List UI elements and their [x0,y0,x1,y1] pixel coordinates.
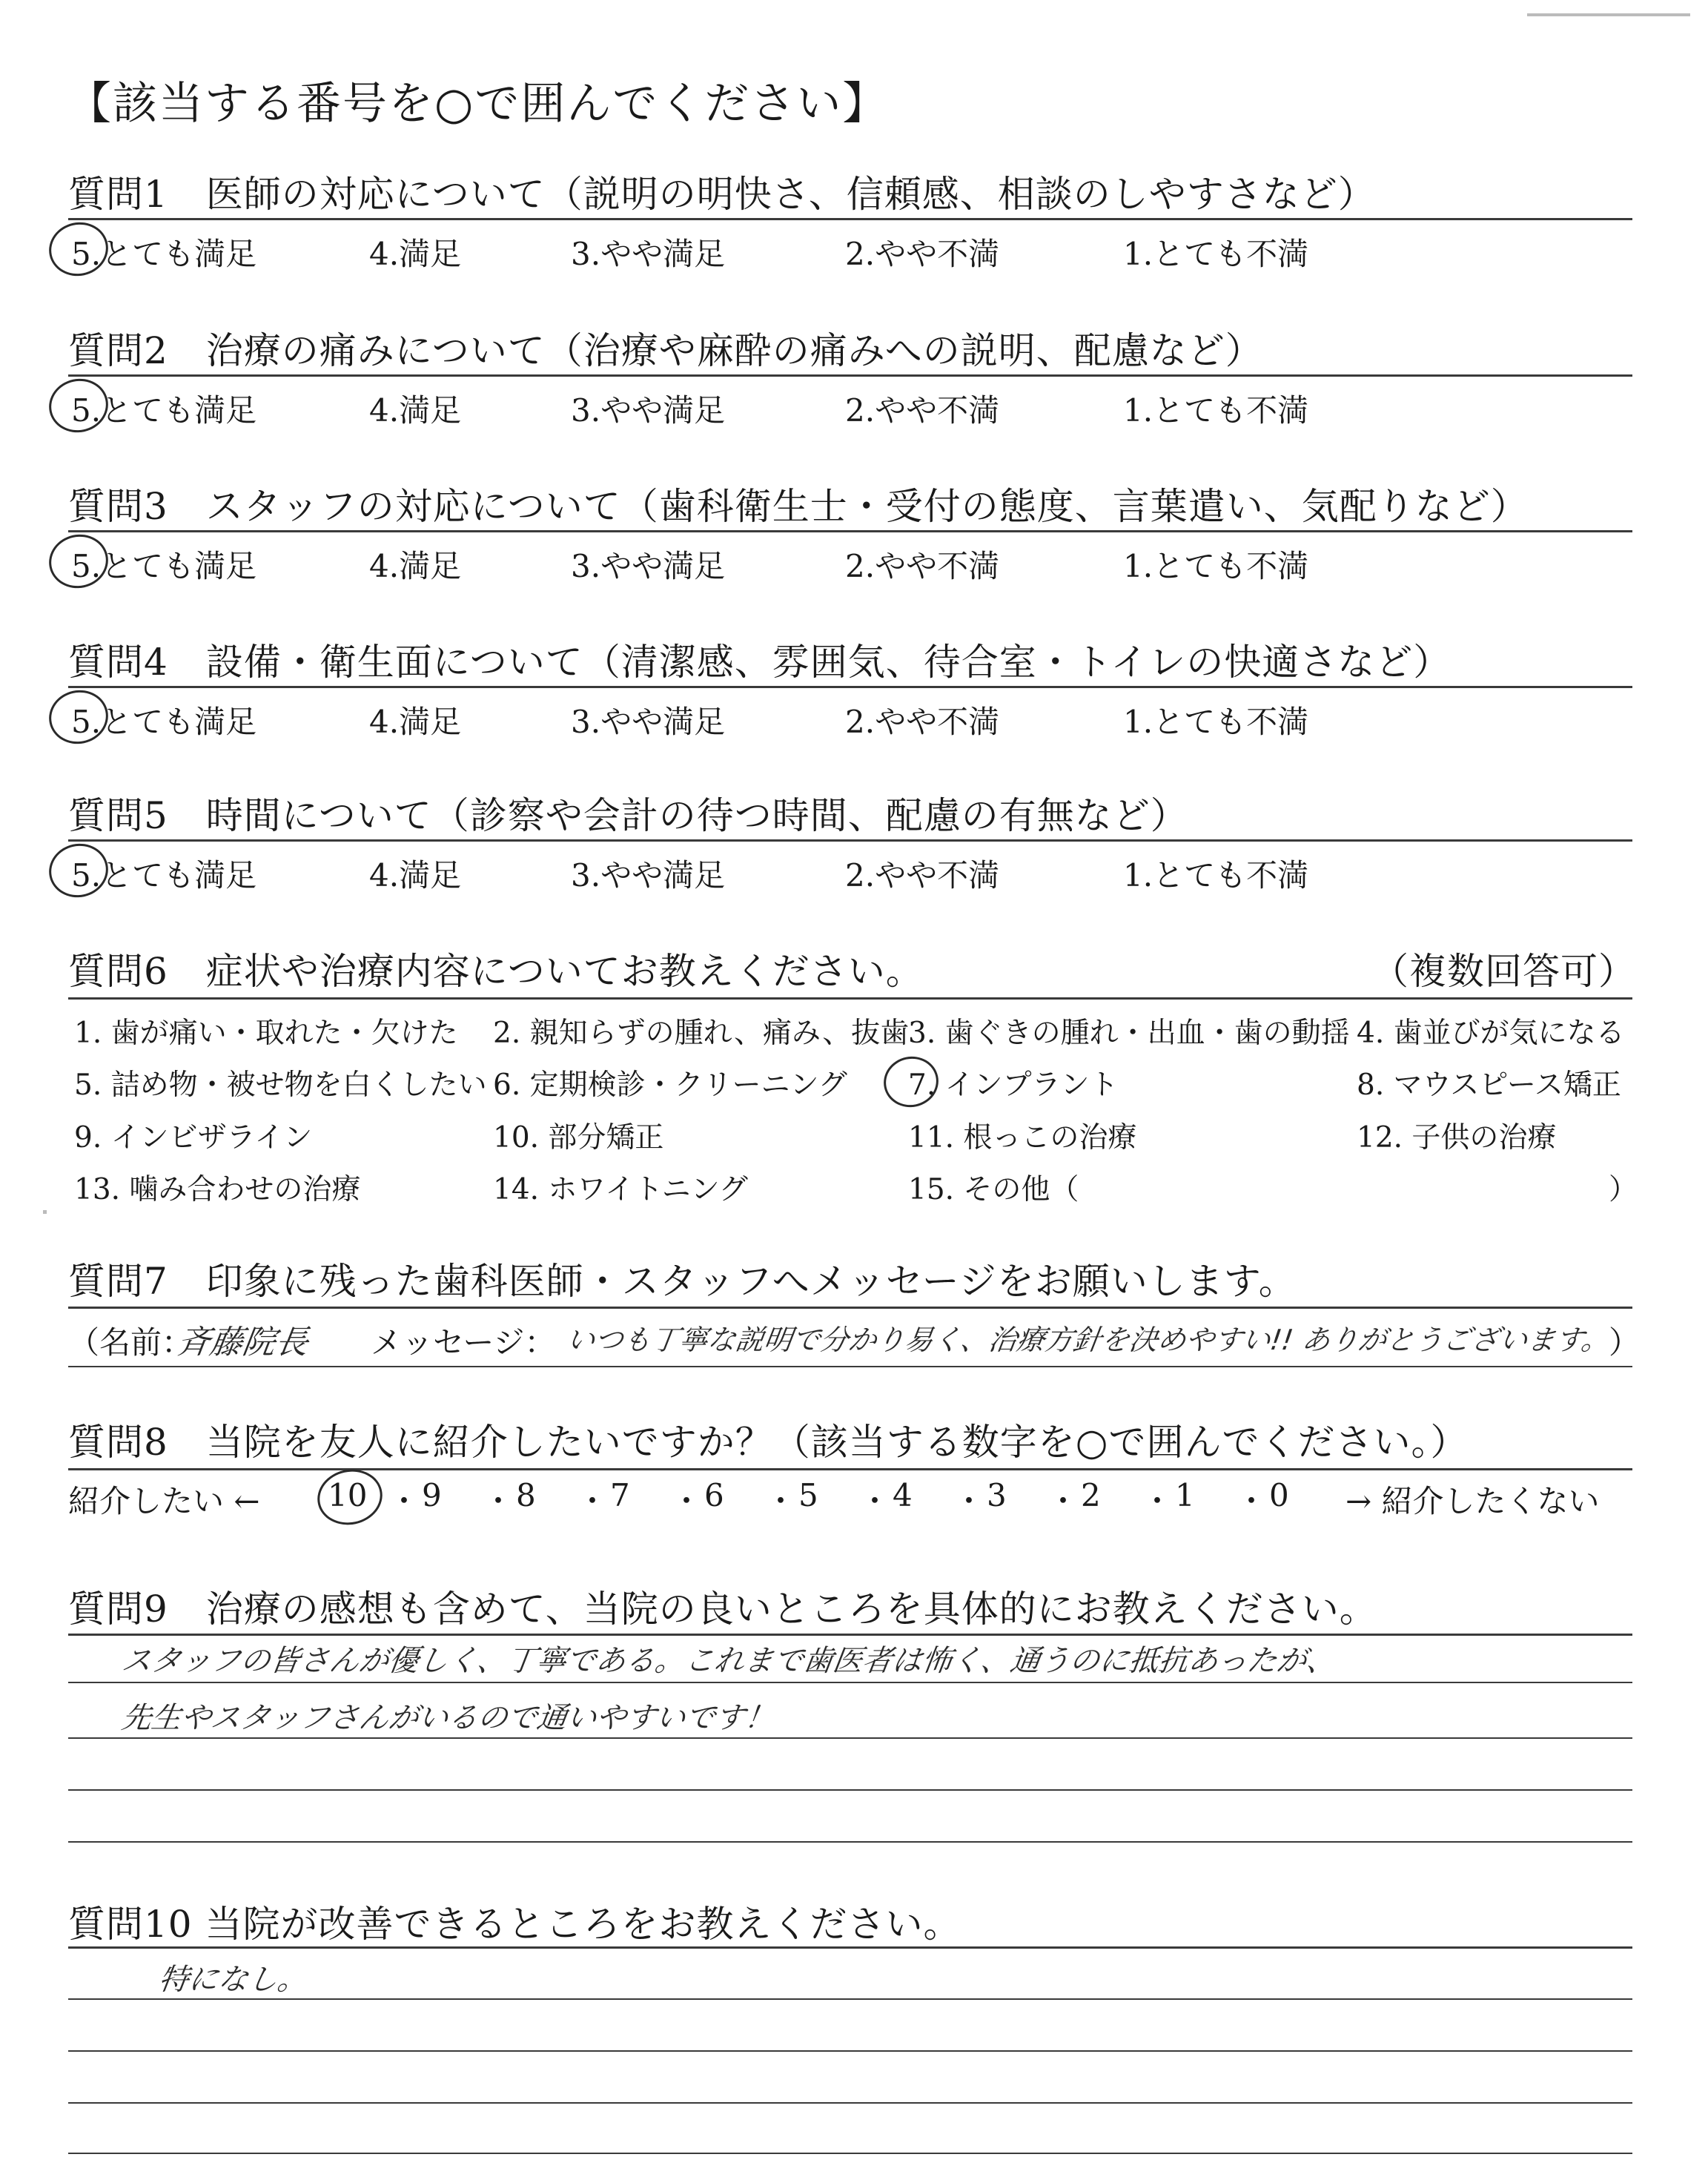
q3-option[interactable]: 2.やや不満 [845,548,1000,584]
q8-scale-value[interactable]: 2 [1081,1477,1101,1513]
q10-title: 質問10 当院が改善できるところをお教えください。 [68,1903,961,1946]
q6-rule [68,997,1632,1000]
q8-scale-value[interactable]: 8 [516,1477,536,1513]
q2-option[interactable]: 4.満足 [369,392,462,429]
scan-mark [1527,13,1690,16]
q3-option[interactable]: 3.やや満足 [571,548,726,584]
q3-option[interactable]: 5.とても満足 [71,548,257,584]
q6-option[interactable]: 9. インビザライン [74,1121,313,1155]
q8-selection-circle [312,1464,387,1531]
q8-scale-separator: ・ [765,1483,797,1519]
q7-message-label: メッセージ： [371,1324,556,1361]
q8-scale-separator: ・ [671,1483,703,1519]
q9-line [68,1737,1632,1739]
q9-line [68,1789,1632,1791]
q8-scale-separator: ・ [1047,1483,1079,1519]
q6-other-close: ） [1609,1173,1638,1206]
q9-title: 質問9 治療の感想も含めて、当院の良いところを具体的にお教えください。 [68,1588,1377,1631]
q2-rule [68,374,1632,377]
q6-option[interactable]: 8. マウスピース矯正 [1357,1069,1621,1102]
q8-scale-separator: ・ [1236,1483,1268,1519]
q4-option[interactable]: 4.満足 [369,704,462,740]
q6-option[interactable]: 10. 部分矯正 [493,1121,664,1155]
q10-line [68,2153,1632,2154]
q9-line [68,1682,1632,1683]
q8-scale-value[interactable]: 6 [704,1477,724,1513]
q1-rule [68,218,1632,220]
q7-name-label: （名前： [68,1324,193,1361]
q2-option[interactable]: 5.とても満足 [71,392,257,429]
q2-option[interactable]: 3.やや満足 [571,392,726,429]
q6-option[interactable]: 12. 子供の治療 [1357,1121,1557,1155]
q5-title: 質問5 時間について（診察や会計の待つ時間、配慮の有無など） [68,794,1188,837]
q8-title: 質問8 当院を友人に紹介したいですか？（該当する数字を○で囲んでください。） [68,1421,1469,1464]
q6-option[interactable]: 2. 親知らずの腫れ、痛み、抜歯 [493,1017,910,1050]
q8-scale-separator: ・ [483,1483,514,1519]
q5-option[interactable]: 2.やや不満 [845,857,1000,894]
q5-option[interactable]: 5.とても満足 [71,857,257,894]
q8-scale-separator: ・ [953,1483,985,1519]
q9-answer-line-2[interactable]: 先生やスタッフさんがいるので通いやすいです！ [119,1701,777,1735]
q10-line [68,1998,1632,2000]
q3-option[interactable]: 4.満足 [369,548,462,584]
q4-option[interactable]: 1.とても不満 [1123,704,1309,740]
q8-scale-separator: ・ [577,1483,609,1519]
q5-option[interactable]: 1.とても不満 [1123,857,1309,894]
q1-option[interactable]: 5.とても満足 [71,236,257,272]
q9-line [68,1841,1632,1843]
q10-line [68,2102,1632,2104]
q8-left-label: 紹介したい ← [68,1483,260,1519]
q7-message-value[interactable]: いつも丁寧な説明で分かり易く、治療方針を決めやすい!! ありがとうございます。 [564,1324,1612,1356]
q8-scale-value[interactable]: 9 [422,1477,442,1513]
q8-scale-value[interactable]: 5 [798,1477,818,1513]
q6-option[interactable]: 3. 歯ぐきの腫れ・出血・歯の動揺 [908,1017,1350,1050]
q1-option[interactable]: 4.満足 [369,236,462,272]
q7-answer-line [68,1366,1632,1367]
q5-option[interactable]: 3.やや満足 [571,857,726,894]
q6-option[interactable]: 5. 詰め物・被せ物を白くしたい [74,1069,487,1102]
q2-title: 質問2 治療の痛みについて（治療や麻酔の痛みへの説明、配慮など） [68,329,1263,372]
q3-option[interactable]: 1.とても不満 [1123,548,1309,584]
q10-line [68,2050,1632,2052]
q4-option[interactable]: 5.とても満足 [71,704,257,740]
q8-scale-value[interactable]: 0 [1269,1477,1289,1513]
q9-answer-line-1[interactable]: スタッフの皆さんが優しく、丁寧である。これまで歯医者は怖く、通うのに抵抗あったが、 [119,1644,1339,1678]
q8-scale-separator: ・ [859,1483,891,1519]
q7-rule [68,1307,1632,1309]
q1-option[interactable]: 3.やや満足 [571,236,726,272]
q4-option[interactable]: 2.やや不満 [845,704,1000,740]
q6-option[interactable]: 15. その他（ [908,1173,1079,1206]
q3-rule [68,530,1632,532]
q5-rule [68,839,1632,842]
q8-scale-value[interactable]: 4 [893,1477,913,1513]
q1-title: 質問1 医師の対応について（説明の明快さ、信頼感、相談のしやすさなど） [68,173,1376,216]
q6-title: 質問6 症状や治療内容についてお教えください。 [68,950,924,993]
q6-option[interactable]: 13. 噛み合わせの治療 [74,1173,361,1206]
q8-right-label: → 紹介したくない [1345,1483,1600,1519]
q7-name-value[interactable]: 斉藤院長 [174,1324,311,1361]
q10-rule [68,1946,1632,1949]
q6-option[interactable]: 7. インプラント [908,1069,1119,1102]
q6-option[interactable]: 1. 歯が痛い・取れた・欠けた [74,1017,458,1050]
q4-rule [68,686,1632,688]
q8-scale-value[interactable]: 3 [987,1477,1007,1513]
q6-option[interactable]: 4. 歯並びが気になる [1357,1017,1625,1050]
q4-title: 質問4 設備・衛生面について（清潔感、雰囲気、待合室・トイレの快適さなど） [68,641,1452,684]
q10-answer[interactable]: 特になし。 [156,1963,310,1997]
q8-scale-separator: ・ [388,1483,420,1519]
q7-title: 質問7 印象に残った歯科医師・スタッフへメッセージをお願いします。 [68,1260,1297,1303]
q5-option[interactable]: 4.満足 [369,857,462,894]
scan-mark [43,1210,47,1214]
q8-scale-value[interactable]: 1 [1175,1477,1195,1513]
q9-rule [68,1634,1632,1636]
q2-option[interactable]: 2.やや不満 [845,392,1000,429]
q8-scale-value[interactable]: 10 [328,1477,368,1513]
q1-option[interactable]: 2.やや不満 [845,236,1000,272]
q8-scale-value[interactable]: 7 [610,1477,630,1513]
q3-title: 質問3 スタッフの対応について（歯科衛生士・受付の態度、言葉遣い、気配りなど） [68,485,1529,528]
q6-option[interactable]: 11. 根っこの治療 [908,1121,1137,1155]
q8-scale-separator: ・ [1142,1483,1174,1519]
q1-option[interactable]: 1.とても不満 [1123,236,1309,272]
q2-option[interactable]: 1.とても不満 [1123,392,1309,429]
q6-option[interactable]: 6. 定期検診・クリーニング [493,1069,847,1102]
q6-option[interactable]: 14. ホワイトニング [493,1173,748,1206]
q7-close-paren: ） [1609,1324,1641,1361]
q6-note: （複数回答可） [1371,950,1636,993]
q8-rule [68,1468,1632,1470]
page-title: 【該当する番号を○で囲んでください】 [67,78,889,130]
q4-option[interactable]: 3.やや満足 [571,704,726,740]
